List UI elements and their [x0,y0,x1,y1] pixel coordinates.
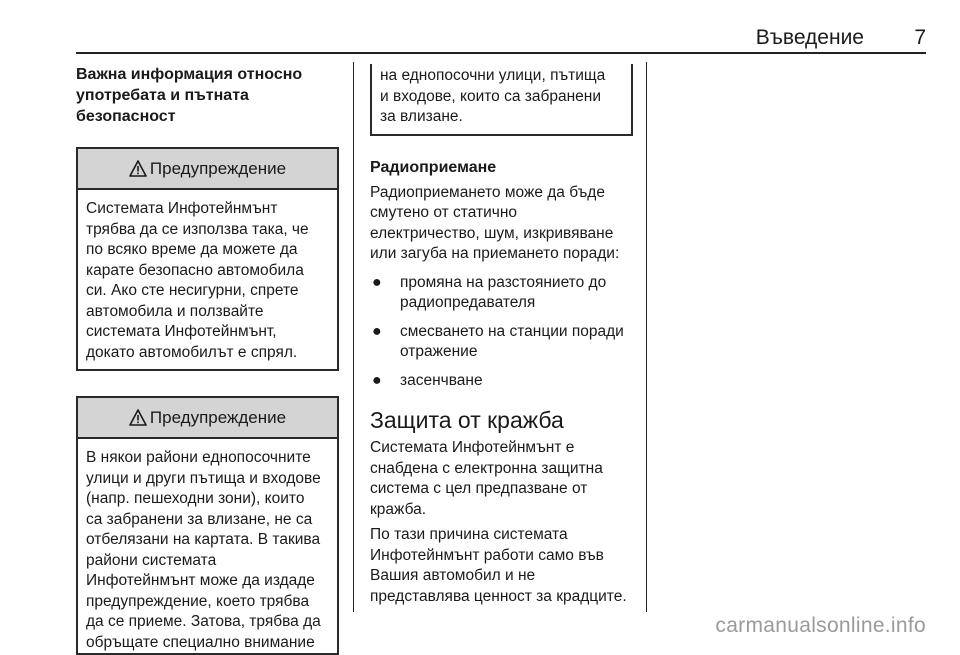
theft-paragraph-2: По тази причина системата Инфотейнмънт работи само във Вашия автомобил и не представлява ценност за крадците. [370,526,627,605]
page-number: 7 [914,26,926,49]
warning-continuation: на еднопосочни улици, пътища и входове, които са забранени за влизане. [370,64,633,136]
warning-text: В някои райони еднопосочните улици и други пътища и входове (напр. пешеходни зони), които са забранени за влизане, не са отбелязани на картата. В такива райони системата Инфотейнмънт може да издаде предупреждение, което трябва да се приеме. Затова, трябва да обръщате специално внимание [86,449,321,651]
section-title: Въведение [755,26,864,49]
column-divider [646,62,647,612]
list-item [370,273,633,314]
theft-heading: Защита от кражба [370,407,564,433]
warning-triangle-icon [129,409,147,426]
bullet-text: промяна на разстоянието до радиопредавателя [400,273,607,311]
warning-header [78,398,337,439]
warning-box [76,147,339,371]
list-item [370,322,633,363]
column-1 [76,60,339,655]
theft-paragraph-1: Системата Инфотейнмънт е снабдена с електронна защитна система с цел предпазване от кражба. [370,439,603,518]
warning-header [78,149,337,190]
warning-text: Системата Инфотейнмънт трябва да се използва така, че по всяко време да можете да карате безопасно автомобила си. Ако сте несигурни, спрете автомобила и ползвайте системата Инфотейнмънт, докато автомобилът е спрял. [86,200,309,361]
warning-title: Предупреждение [149,407,287,427]
column-2 [370,62,633,607]
column-divider [353,62,354,612]
watermark: carmanualsonline.info [715,614,926,637]
bullet-text: засенчване [400,371,483,389]
bullet-list [370,273,633,392]
page-header [76,24,926,54]
radio-paragraph: Радиоприемането може да бъде смутено от статично електричество, шум, изкривяване или загуба на приемането поради: [370,183,620,262]
radio-heading: Радиоприемане [370,158,497,176]
bullet-text: смесването на станции поради отражение [400,322,624,360]
bullet-dot-icon: ● [372,273,382,291]
warning-box [76,396,339,655]
warning-title: Предупреждение [149,158,287,178]
bullet-dot-icon: ● [372,371,382,389]
section-heading: Важна информация относно употребата и пътната безопасност [76,66,303,125]
warning-triangle-icon [129,160,147,177]
list-item [370,371,633,392]
bullet-dot-icon: ● [372,322,382,340]
